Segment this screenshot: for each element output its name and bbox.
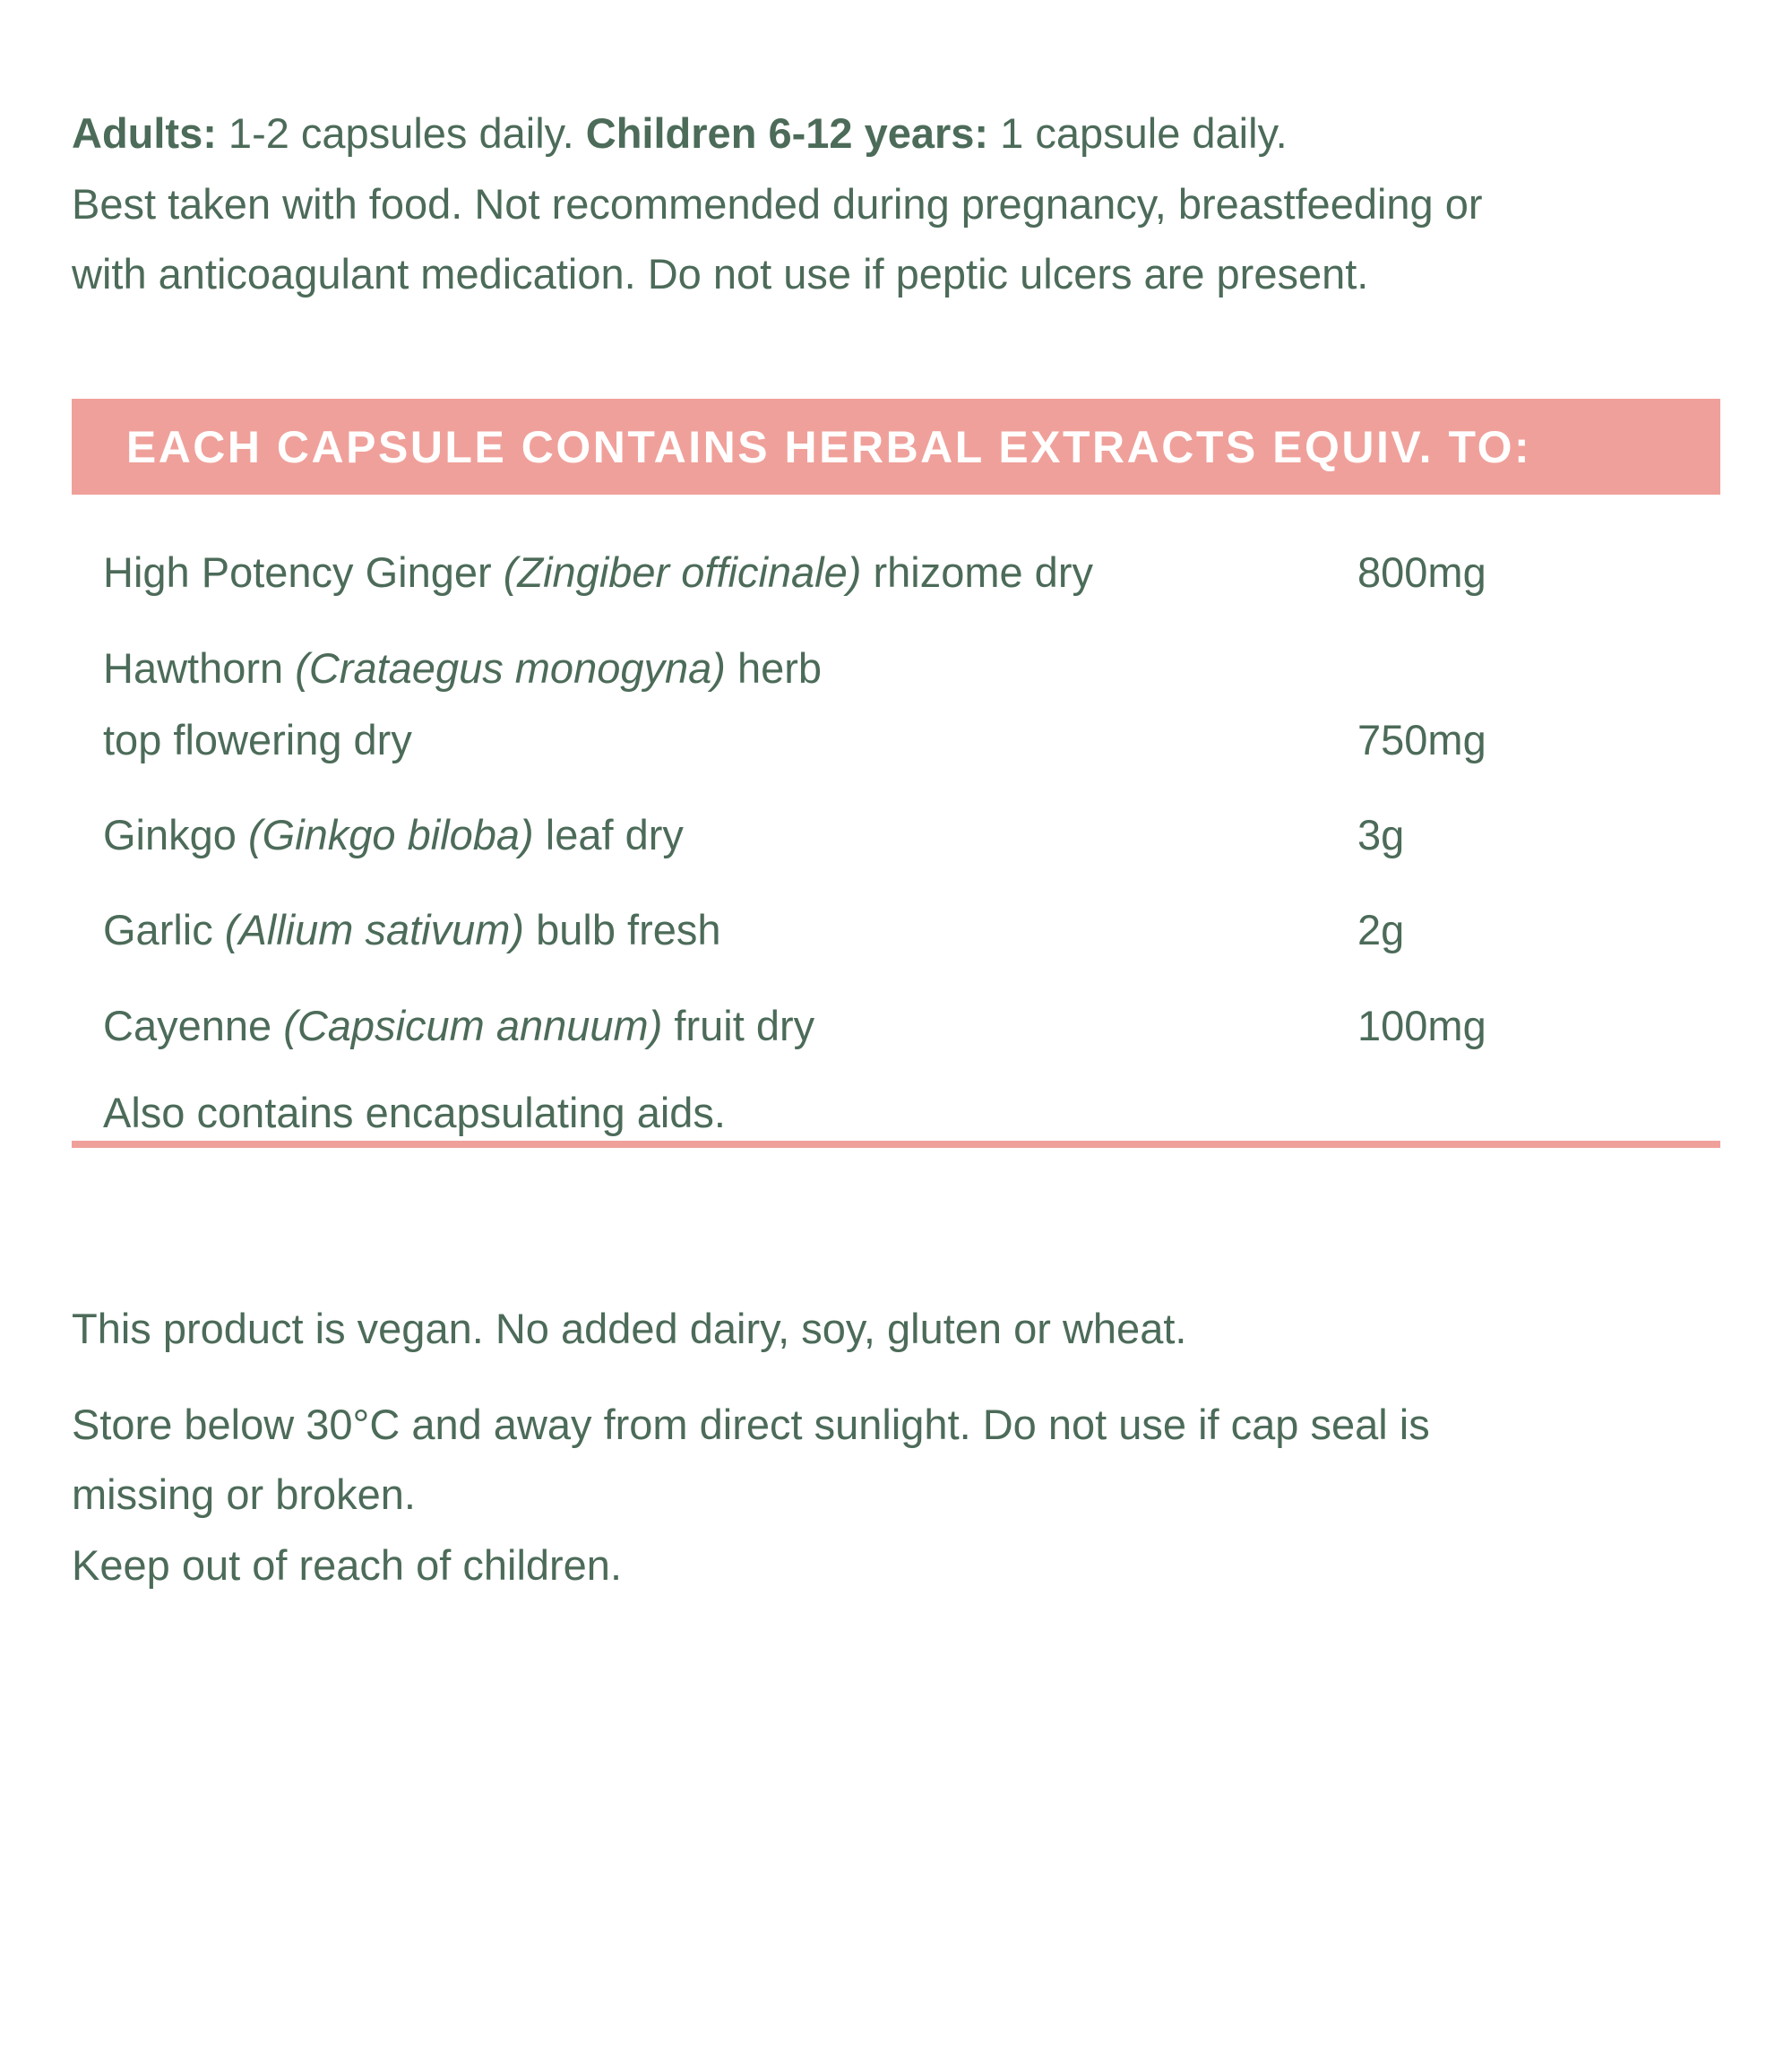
ingredient-part: leaf dry	[533, 811, 684, 858]
ingredient-latin-name: (Ginkgo biloba)	[247, 811, 534, 858]
ingredient-row-cayenne	[72, 991, 1720, 1061]
ingredient-common-name: Garlic	[103, 906, 225, 953]
children-dosage-label: Children 6-12 years:	[585, 109, 989, 157]
ingredient-name	[72, 991, 1357, 1061]
ingredient-name-line-2: top flowering dry	[103, 716, 412, 763]
ingredient-row-ginger	[72, 538, 1720, 608]
ingredient-part: bulb fresh	[524, 906, 721, 953]
ingredient-latin-name: (Capsicum annuum)	[283, 1002, 663, 1049]
ingredient-common-name: Hawthorn	[103, 644, 296, 692]
ingredient-latin-name: (Zingiber officinale)	[503, 548, 862, 596]
adults-dosage-text: 1-2 capsules daily.	[216, 109, 586, 157]
children-warning: Keep out of reach of children.	[72, 1541, 623, 1589]
directions-line-1	[72, 99, 1720, 168]
directions-line-2: Best taken with food. Not recommended during pregnancy, breastfeeding or	[72, 180, 1483, 228]
directions-line-3: with anticoagulant medication. Do not use if peptic ulcers are present.	[72, 250, 1369, 298]
ingredient-row-hawthorn	[72, 633, 1720, 776]
table-bottom-divider	[72, 1141, 1720, 1148]
ingredient-amount: 800mg	[1357, 548, 1486, 596]
table-header-band	[72, 399, 1720, 495]
ingredient-common-name: Ginkgo	[103, 811, 248, 858]
ingredient-amount: 2g	[1357, 906, 1405, 953]
children-dosage-text: 1 capsule daily.	[988, 109, 1288, 157]
table-header-label: EACH CAPSULE CONTAINS HERBAL EXTRACTS EQUIV. TO:	[125, 421, 1532, 472]
ingredient-amount: 3g	[1357, 811, 1405, 858]
storage-note-line-1: Store below 30°C and away from direct sunlight. Do not use if cap seal is	[72, 1401, 1430, 1448]
ingredient-latin-name: (Allium sativum)	[224, 906, 525, 953]
ingredient-row-ginkgo	[72, 800, 1720, 870]
encapsulating-aids-note: Also contains encapsulating aids.	[103, 1089, 726, 1136]
ingredient-row-garlic	[72, 895, 1720, 965]
ingredient-name	[72, 538, 1357, 608]
ingredient-latin-name: (Crataegus monogyna)	[295, 644, 726, 692]
ingredient-name	[72, 895, 1357, 965]
ingredient-name	[72, 800, 1357, 870]
adults-dosage-label: Adults:	[72, 109, 217, 157]
ingredient-common-name: High Potency Ginger	[103, 548, 504, 596]
vegan-note: This product is vegan. No added dairy, soy, gluten or wheat.	[72, 1305, 1187, 1352]
ingredient-name	[72, 633, 1357, 776]
ingredient-part: fruit dry	[662, 1002, 815, 1049]
ingredient-part: rhizome dry	[861, 548, 1093, 596]
ingredient-common-name: Cayenne	[103, 1002, 284, 1049]
ingredient-amount: 100mg	[1357, 1002, 1486, 1049]
ingredient-part: herb	[725, 644, 823, 692]
storage-note-line-2: missing or broken.	[72, 1470, 416, 1518]
ingredient-amount: 750mg	[1357, 716, 1486, 763]
ingredient-name-line-1	[103, 633, 1357, 704]
